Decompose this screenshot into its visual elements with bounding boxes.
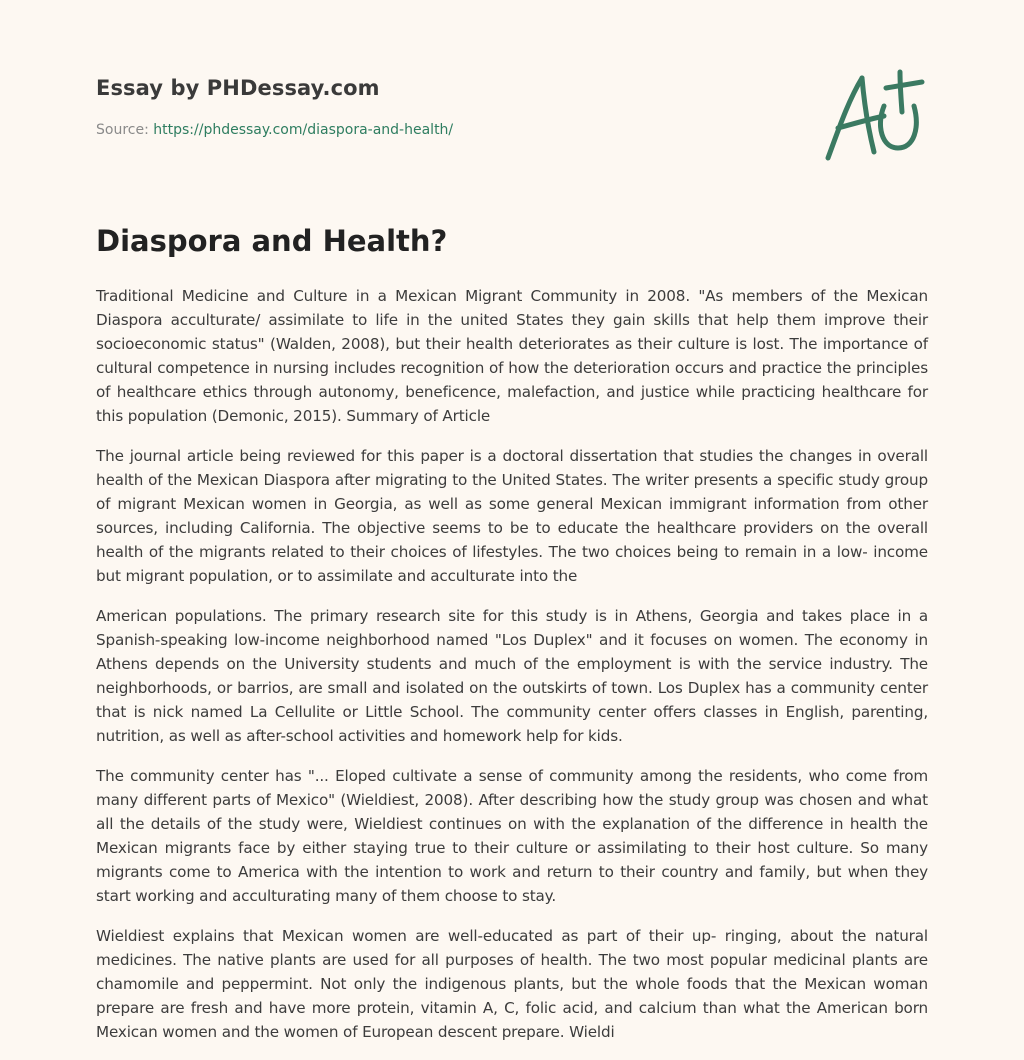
essay-paragraph: Traditional Medicine and Culture in a Mexican Migrant Community in 2008. "As members of the Mexican Diaspora acculturate/ assimilate to life in the united States they gain skills that help them improve their socioeconomic status" (Walden, 2008), but their health deteriorates as their culture is lost. The importance of cultural competence in nursing includes recognition of how the deterioration occurs and practice the principles of healthcare ethics through autonomy, beneficence, malefaction, and justice while practicing healthcare for this population (Demonic, 2015). Summary of Article — [96, 287, 928, 425]
a-plus-logo-icon — [818, 66, 928, 166]
essay-title: Diaspora and Health? — [96, 224, 448, 258]
source-line — [96, 122, 796, 138]
source-link[interactable]: https://phdessay.com/diaspora-and-health/ — [153, 122, 454, 138]
source-label: Source: — [96, 122, 154, 138]
essay-paragraph: American populations. The primary research site for this study is in Athens, Georgia and takes place in a Spanish-speaking low-income neighborhood named "Los Duplex" and it focuses on women. The economy in Athens depends on the University students and much of the employment is with the service industry. The neighborhoods, or barrios, are small and isolated on the outskirts of town. Los Duplex has a community center that is nick named La Cellulite or Little School. The community center offers classes in English, parenting, nutrition, as well as after-school activities and homework help for kids. — [96, 607, 928, 745]
essay-body — [96, 284, 928, 1060]
essay-paragraph: The community center has "... Eloped cultivate a sense of community among the residents, who come from many different parts of Mexico" (Wieldiest, 2008). After describing how the study group was chosen and what all the details of the study were, Wieldiest continues on with the explanation of the difference in health the Mexican migrants face by either staying true to their culture or assimilating to their host culture. So many migrants come to America with the intention to work and return to their country and family, but when they start working and acculturating many of them choose to stay. — [96, 767, 928, 905]
essay-paragraph: The journal article being reviewed for this paper is a doctoral dissertation that studies the changes in overall health of the Mexican Diaspora after migrating to the United States. The writer presents a specific study group of migrant Mexican women in Georgia, as well as some general Mexican immigrant information from other sources, including California. The objective seems to be to educate the healthcare providers on the overall health of the migrants related to their choices of lifestyles. The two choices being to remain in a low- income but migrant population, or to assimilate and acculturate into the — [96, 447, 928, 585]
site-title: Essay by PHDessay.com — [96, 76, 380, 100]
essay-paragraph: Wieldiest explains that Mexican women are well-educated as part of their up- ringing, about the natural medicines. The native plants are used for all purposes of health. The two most popular medicinal plants are chamomile and peppermint. Not only the indigenous plants, but the whole foods that the Mexican woman prepare are fresh and have more protein, vitamin A, C, folic acid, and calcium than what the American born Mexican women and the women of European descent prepare. Wieldi — [96, 927, 928, 1041]
page-header — [96, 76, 796, 138]
